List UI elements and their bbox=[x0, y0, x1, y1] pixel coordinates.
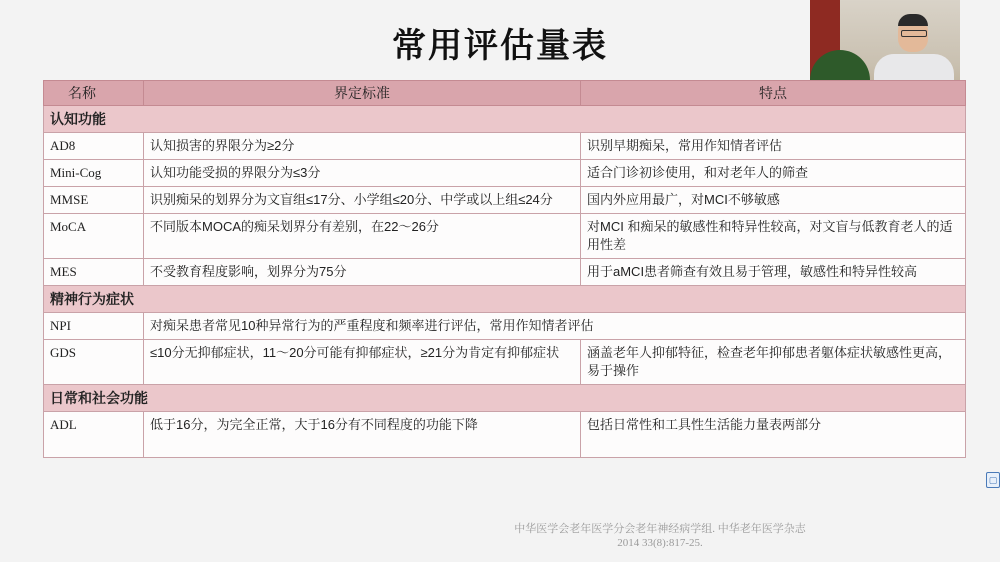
scale-features: 适合门诊初诊使用，和对老年人的筛查 bbox=[581, 160, 966, 187]
scale-name: MoCA bbox=[44, 214, 144, 259]
scale-criteria: 不受教育程度影响，划界分为75分 bbox=[144, 259, 581, 286]
scale-features: 包括日常性和工具性生活能力量表两部分 bbox=[581, 412, 966, 458]
scale-criteria: 低于16分，为完全正常，大于16分有不同程度的功能下降 bbox=[144, 412, 581, 458]
scale-name: AD8 bbox=[44, 133, 144, 160]
table-row bbox=[44, 160, 966, 187]
table-row bbox=[44, 133, 966, 160]
citation-line-1: 中华医学会老年医学分会老年神经病学组. 中华老年医学杂志 bbox=[514, 523, 806, 535]
section-row-daily-social bbox=[44, 385, 966, 412]
table-row bbox=[44, 412, 966, 458]
header-criteria: 界定标准 bbox=[144, 81, 581, 106]
scale-criteria: 不同版本MOCA的痴呆划界分有差别，在22～26分 bbox=[144, 214, 581, 259]
scale-criteria: ≤10分无抑郁症状，11～20分可能有抑郁症状，≥21分为肯定有抑郁症状 bbox=[144, 340, 581, 385]
scale-name: NPI bbox=[44, 313, 144, 340]
table-row bbox=[44, 313, 966, 340]
scale-criteria: 对痴呆患者常见10种异常行为的严重程度和频率进行评估，常用作知情者评估 bbox=[144, 313, 966, 340]
scale-features: 用于aMCI患者筛查有效且易于管理，敏感性和特异性较高 bbox=[581, 259, 966, 286]
citation-line-2: 2014 33(8):817-25. bbox=[617, 537, 703, 549]
scale-name: Mini-Cog bbox=[44, 160, 144, 187]
scale-name: ADL bbox=[44, 412, 144, 458]
scale-criteria: 识别痴呆的划界分为文盲组≤17分、小学组≤20分、中学或以上组≤24分 bbox=[144, 187, 581, 214]
chat-icon[interactable]: ▢ bbox=[986, 472, 1000, 488]
table-row bbox=[44, 259, 966, 286]
assessment-scales-table bbox=[43, 80, 966, 458]
scale-name: MMSE bbox=[44, 187, 144, 214]
slide-title: 常用评估量表 bbox=[392, 26, 608, 66]
header-name: 名称 bbox=[44, 81, 144, 106]
table-row bbox=[44, 187, 966, 214]
table-header-row bbox=[44, 81, 966, 106]
section-row-behavioral bbox=[44, 286, 966, 313]
glasses-icon bbox=[901, 30, 927, 37]
scale-name: MES bbox=[44, 259, 144, 286]
scale-features: 国内外应用最广，对MCI不够敏感 bbox=[581, 187, 966, 214]
section-title: 精神行为症状 bbox=[44, 286, 966, 313]
scale-criteria: 认知功能受损的界限分为≤3分 bbox=[144, 160, 581, 187]
section-row-cognitive bbox=[44, 106, 966, 133]
section-title: 日常和社会功能 bbox=[44, 385, 966, 412]
citation bbox=[480, 522, 840, 550]
speaker-hair bbox=[898, 14, 928, 26]
section-title: 认知功能 bbox=[44, 106, 966, 133]
scale-criteria: 认知损害的界限分为≥2分 bbox=[144, 133, 581, 160]
scale-features: 涵盖老年人抑郁特征，检查老年抑郁患者躯体症状敏感性更高，易于操作 bbox=[581, 340, 966, 385]
header-features: 特点 bbox=[581, 81, 966, 106]
scale-features: 对MCI 和痴呆的敏感性和特异性较高，对文盲与低教育老人的适用性差 bbox=[581, 214, 966, 259]
scale-name: GDS bbox=[44, 340, 144, 385]
table-row bbox=[44, 214, 966, 259]
table-row bbox=[44, 340, 966, 385]
scale-features: 识别早期痴呆，常用作知情者评估 bbox=[581, 133, 966, 160]
